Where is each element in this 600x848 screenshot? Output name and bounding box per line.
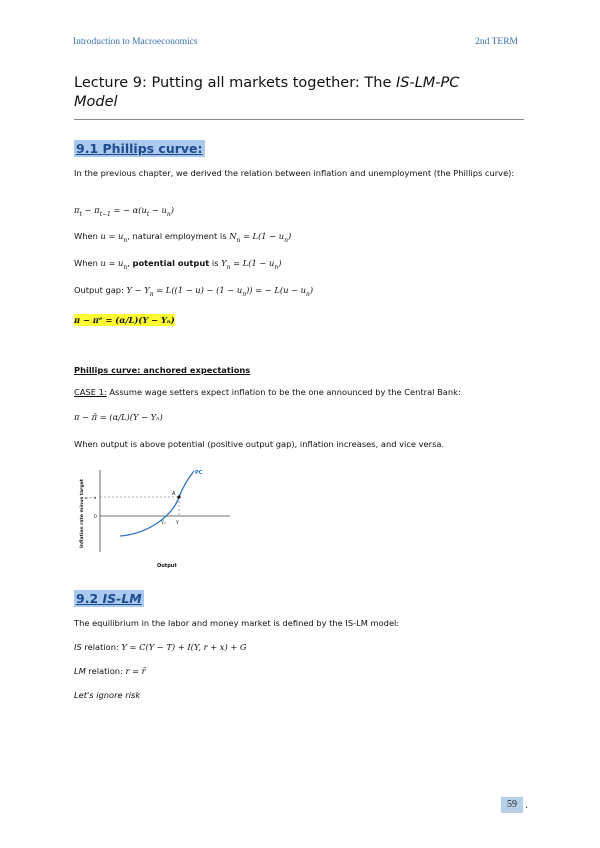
highlighted-phillips-equation: π − πᵉ = (α/L)(Y − Yₙ) (74, 315, 175, 325)
y-axis-label: Inflation rate minus target (80, 479, 85, 548)
curve-label: PC (195, 470, 203, 476)
title-model-name: IS-LM-PC (396, 75, 460, 91)
y-tick-a: π − π̄ (85, 495, 97, 500)
running-header (73, 37, 518, 51)
subheading-anchored: Phillips curve: anchored expectations (74, 365, 251, 375)
page-number: 59 (501, 797, 523, 813)
y-tick-zero: 0 (94, 515, 97, 520)
lm-relation: LM relation: r = r̄ (74, 666, 146, 676)
natural-employment-line: When $u = u_n$, natural employment is $N_n = L(1 - u_n)$ (74, 231, 292, 244)
section-heading-phillips: 9.1 Phillips curve: (76, 141, 203, 156)
pc-curve (120, 471, 194, 536)
case1-line: CASE 1: Assume wage setters expect inflation to be the one announced by the Central Bank: (74, 387, 461, 397)
point-a-label: A (172, 491, 176, 497)
title-prefix: Lecture 9: Putting all markets together: The (74, 75, 396, 91)
x-tick-yn: Yₙ (161, 521, 166, 526)
x-tick-y: Y (176, 521, 179, 526)
phillips-equation: $\pi_t - \pi_{t-1}$ = − $\alpha(u_t - u_n)$ (74, 205, 174, 218)
header-term: 2nd TERM (475, 37, 518, 47)
section2-intro: The equilibrium in the labor and money market is defined by the IS-LM model: (74, 618, 400, 628)
section-heading-islm: 9.2 IS-LM (76, 591, 142, 606)
x-axis-label: Output (157, 563, 177, 569)
phillips-curve-chart (72, 462, 242, 572)
output-gap-line: Output gap: $Y - Y_n = L((1 - u) - (1 - u_n))$ = − $L(u - u_n)$ (74, 285, 314, 298)
lecture-title (74, 74, 534, 112)
page-number-dot: . (525, 800, 529, 811)
conclusion-line: When output is above potential (positive output gap), inflation increases, and vice versa. (74, 439, 445, 449)
potential-output-line: When $u = u_n$, potential output is $Y_n = L(1 - u_n)$ (74, 258, 282, 271)
risk-note: Let's ignore risk (74, 690, 141, 700)
section1-intro: In the previous chapter, we derived the relation between inflation and unemployment (the Phillips curve): (74, 168, 515, 178)
header-course-title: Introduction to Macroeconomics (73, 37, 198, 47)
point-a (177, 495, 180, 498)
is-relation: IS relation: Y = C(Y − T) + I(Y, r + x) + G (74, 642, 247, 652)
case1-label: CASE 1: (74, 387, 107, 397)
title-suffix: Model (74, 94, 118, 110)
title-divider (74, 119, 524, 120)
anchored-equation: π − π̄ = (α/L)(Y − Yₙ) (74, 412, 163, 422)
